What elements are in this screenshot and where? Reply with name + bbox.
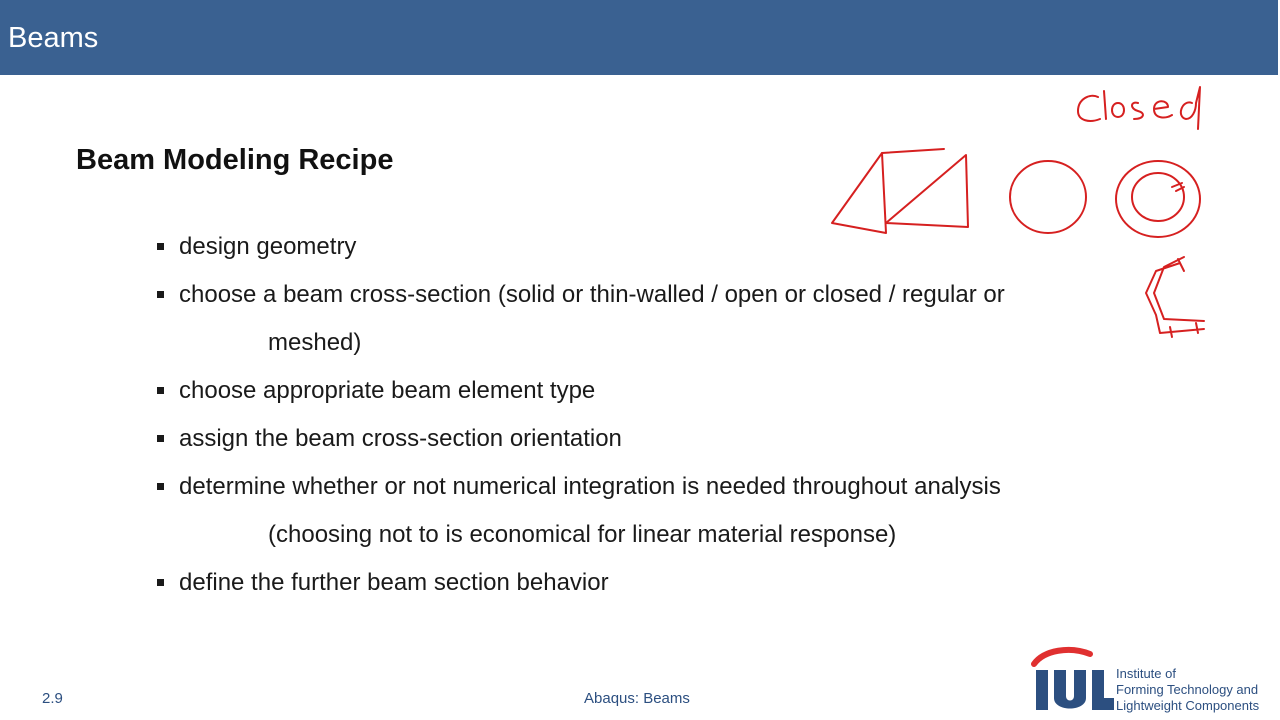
bullet-item-continuation: (choosing not to is economical for linear material response): [268, 521, 897, 548]
bullet-item: determine whether or not numerical integration is needed throughout analysis: [179, 473, 1001, 500]
bullet-item: assign the beam cross-section orientation: [179, 425, 622, 452]
bullet-item: design geometry: [179, 233, 357, 260]
bullet-marker: [157, 387, 164, 394]
bullet-marker: [157, 435, 164, 442]
closed-triangle-section: [882, 149, 968, 227]
bullet-item: choose a beam cross-section (solid or thin-walled / open or closed / regular or: [179, 281, 1005, 308]
section-title: Beam Modeling Recipe: [76, 144, 394, 176]
footer-course-title: Abaqus: Beams: [584, 690, 690, 707]
logo-text-line: Forming Technology and: [1116, 682, 1259, 697]
logo-text: [1116, 666, 1259, 714]
slide-header-title: Beams: [8, 22, 99, 54]
channel-section: [1146, 257, 1204, 337]
solid-circle-section: [1010, 161, 1086, 233]
iul-logo-mark: [1030, 646, 1114, 716]
bullet-item: choose appropriate beam element type: [179, 377, 596, 404]
header-bar: [0, 0, 1280, 75]
bullet-item: define the further beam section behavior: [179, 569, 609, 596]
bullet-marker: [157, 291, 164, 298]
open-triangle-section: [832, 153, 886, 233]
logo-text-line: Institute of: [1116, 666, 1176, 681]
bullet-marker: [157, 483, 164, 490]
handwritten-annotation: [820, 75, 1220, 355]
iul-logo: [1030, 646, 1280, 716]
tube-inner-circle: [1132, 173, 1184, 221]
handwritten-word-closed: [1078, 87, 1200, 129]
slide-number: 2.9: [42, 690, 63, 707]
bullet-marker: [157, 243, 164, 250]
bullet-marker: [157, 579, 164, 586]
bullet-item-continuation: meshed): [268, 329, 362, 356]
logo-text-line: Lightweight Components: [1116, 698, 1260, 713]
